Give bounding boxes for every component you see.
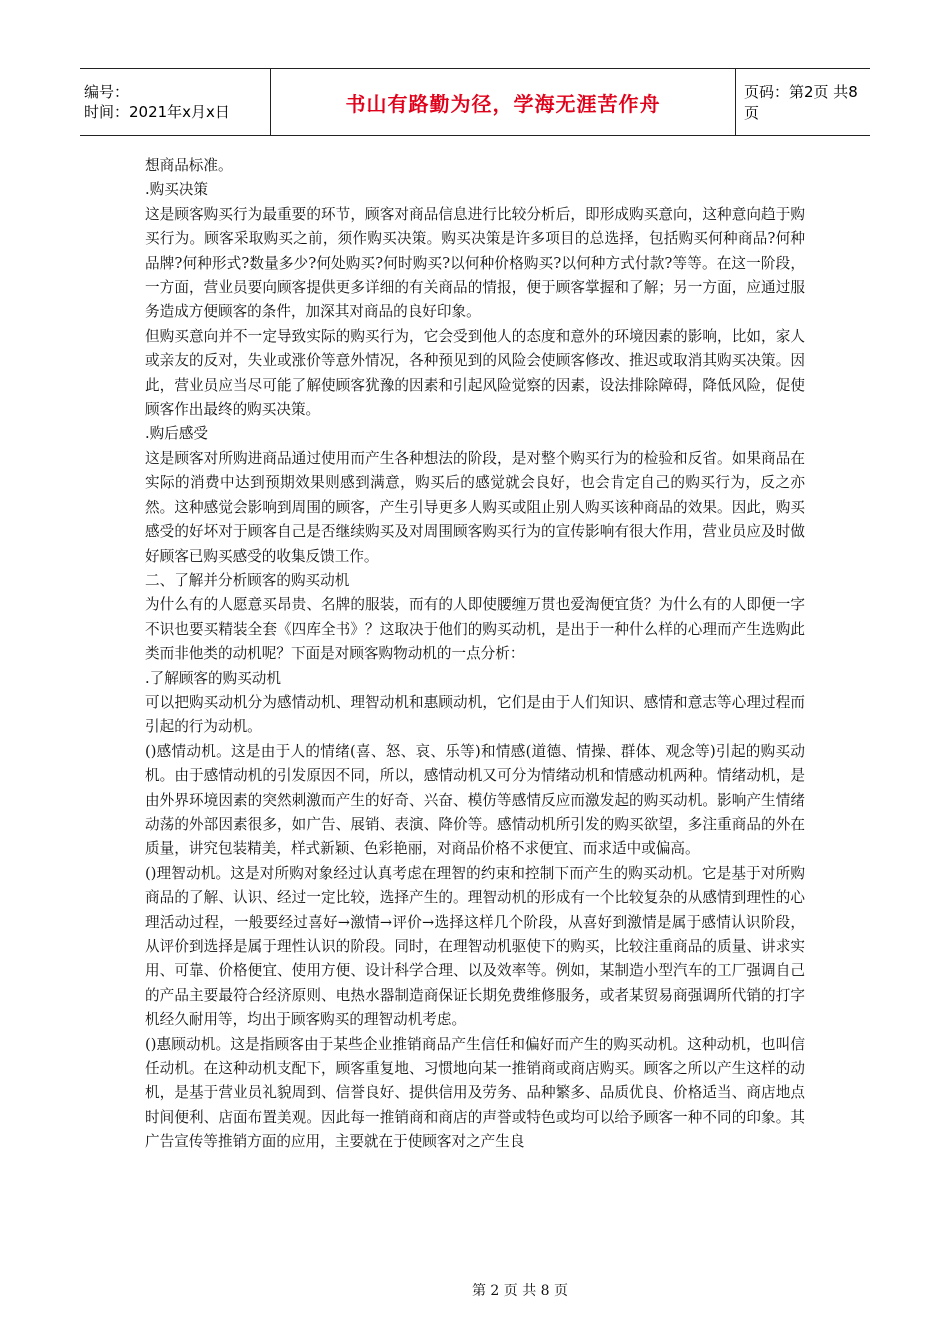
page-footer <box>0 1280 950 1300</box>
section-heading: 二、了解并分析顾客的购买动机 <box>145 571 350 589</box>
motto-text: 书山有路勤为径，学海无涯苦作舟 <box>345 91 661 116</box>
paragraph: 可以把购买动机分为感情动机、理智动机和惠顾动机，它们是由于人们知识、感情和意志等心理过程而引起的行为动机。 <box>145 693 805 736</box>
footer-page-number: 第 2 页 共 8 页 <box>471 1283 569 1299</box>
paragraph: 但购买意向并不一定导致实际的购买行为，它会受到他人的态度和意外的环境因素的影响，比如，家人或亲友的反对，失业或涨价等意外情况，各种预见到的风险会使顾客修改、推迟或取消其购买决策。因此，营业员应当尽可能了解使顾客犹豫的因素和引起风险觉察的因素，设法排除障碍，降低风险，促使顾客作出最终的购买决策。 <box>145 327 805 419</box>
paragraph: 为什么有的人愿意买昂贵、名牌的服装，而有的人即使腰缠万贯也爱淘便宜货？为什么有的人即便一字不识也要买精装全套《四库全书》？这取决于他们的购买动机，是出于一种什么样的心理而产生选购此类而非他类的动机呢？下面是对顾客购物动机的一点分析： <box>145 596 805 663</box>
header-page-info <box>736 69 870 135</box>
paragraph: 想商品标准。 <box>145 157 233 174</box>
section-heading: .了解顾客的购买动机 <box>145 669 281 687</box>
document-number-label: 编号： <box>84 83 130 101</box>
paragraph: 这是顾客购买行为最重要的环节，顾客对商品信息进行比较分析后，即形成购买意向，这种意向趋于购买行为。顾客采取购买之前，须作购买决策。购买决策是许多项目的总选择，包括购买何种商品?何种品牌?何种形式?数量多少?何处购买?何时购买?以何种价格购买?以何种方式付款?等等。在这一阶段，一方面，营业员要向顾客提供更多详细的有关商品的情报，便于顾客掌握和了解；另一方面，应通过服务造成方便顾客的条件，加深其对商品的良好印象。 <box>145 205 805 321</box>
paragraph: ()理智动机。这是对所购对象经过认真考虑在理智的约束和控制下而产生的购买动机。它是基于对所购商品的了解、认识、经过一定比较，选择产生的。理智动机的形成有一个比较复杂的从感情到理性的心理活动过程，一般要经过喜好→激情→评价→选择这样几个阶段，从喜好到激情是属于感情认识阶段，从评价到选择是属于理性认识的阶段。同时，在理智动机驱使下的购买，比较注重商品的质量、讲求实用、可靠、价格便宜、使用方便、设计科学合理、以及效率等。例如，某制造小型汽车的工厂强调自己的产品主要最符合经济原则、电热水器制造商保证长期免费维修服务，或者某贸易商强调所代销的打字机经久耐用等，均出于顾客购买的理智动机考虑。 <box>145 864 805 1029</box>
page-info-text: 页码：第2页 共8页 <box>744 83 858 122</box>
paragraph: 这是顾客对所购进商品通过使用而产生各种想法的阶段，是对整个购买行为的检验和反省。如果商品在实际的消费中达到预期效果则感到满意，购买后的感觉就会良好，也会肯定自己的购买行为，反之亦然。这种感觉会影响到周围的顾客，产生引导更多人购买或阻止别人购买该种商品的效果。因此，购买感受的好坏对于顾客自己是否继续购买及对周围顾客购买行为的宣传影响有很大作用，营业员应及时做好顾客已购买感受的收集反馈工作。 <box>145 449 805 565</box>
header-motto <box>271 69 736 135</box>
page-header <box>80 68 870 136</box>
section-heading: .购买决策 <box>145 181 209 199</box>
document-body <box>145 154 805 1155</box>
header-left-cell <box>80 69 271 135</box>
section-heading: .购后感受 <box>145 425 209 443</box>
paragraph: ()惠顾动机。这是指顾客由于某些企业推销商品产生信任和偏好而产生的购买动机。这种动机，也叫信任动机。在这种动机支配下，顾客重复地、习惯地向某一推销商或商店购买。顾客之所以产生这样的动机，是基于营业员礼貌周到、信誉良好、提供信用及劳务、品种繁多、品质优良、价格适当、商店地点时间便利、店面布置美观。因此每一推销商和商店的声誉或特色或均可以给予顾客一种不同的印象。其广告宣传等推销方面的应用，主要就在于使顾客对之产生良 <box>145 1035 805 1151</box>
paragraph: ()感情动机。这是由于人的情绪(喜、怒、哀、乐等)和情感(道德、情操、群体、观念等)引起的购买动机。由于感情动机的引发原因不同，所以，感情动机又可分为情绪动机和情感动机两种。情绪动机，是由外界环境因素的突然刺激而产生的好奇、兴奋、模仿等感情反应而激发起的购买动机。影响产生情绪动荡的外部因素很多，如广告、展销、表演、降价等。感情动机所引发的购买欲望，多注重商品的外在质量，讲究包装精美，样式新颖、色彩艳丽，对商品价格不求便宜、而求适中或偏高。 <box>145 742 805 858</box>
document-time-label: 时间：2021年x月x日 <box>84 103 230 121</box>
